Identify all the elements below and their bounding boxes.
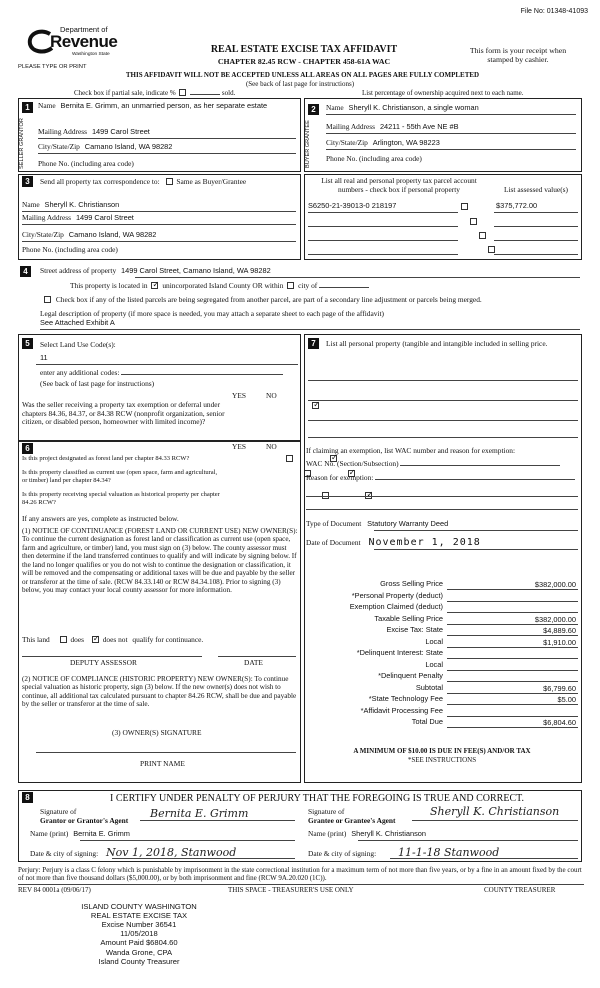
logo-revenue: Revenue xyxy=(50,32,118,51)
grantee-print-name[interactable]: Sheryll K. Christianson xyxy=(351,829,426,838)
legal-description[interactable]: See Attached Exhibit A xyxy=(40,318,115,327)
grantee-sig-label xyxy=(308,808,396,825)
please-type: PLEASE TYPE OR PRINT xyxy=(18,64,87,70)
does-not-label: does not xyxy=(102,635,128,644)
city-of-label: city of xyxy=(298,281,318,290)
unincorporated-label: unincorporated Island County OR within xyxy=(162,281,284,290)
reason-label: Reason for exemption: xyxy=(306,473,374,482)
legal-desc-label: Legal description of property (if more space is needed, you may attach a separate sheet to each page of the affidavit) xyxy=(40,309,384,318)
buyer-phone-label: Phone No. (including area code) xyxy=(326,154,422,163)
doc-date-label: Date of Document xyxy=(306,538,361,547)
segregated-row xyxy=(44,296,482,305)
see-instructions: *SEE INSTRUCTIONS xyxy=(407,756,477,764)
grantor-name-row xyxy=(30,830,130,839)
located-row xyxy=(70,282,369,291)
stamp-line: Island County Treasurer xyxy=(98,956,180,966)
segregated-label: Check box if any of the listed parcels are being segregated from another parcel, are part of a secondary line adjustment or parcels being merged. xyxy=(55,295,482,304)
fee-value[interactable]: $382,000.00 xyxy=(447,615,578,625)
deputy-assessor-label: DEPUTY ASSESSOR xyxy=(70,658,137,667)
list-percentage-note: List percentage of ownership acquired next to each name. xyxy=(362,89,524,97)
seller-mail-row xyxy=(38,128,150,137)
fee-label: Subtotal xyxy=(415,682,443,692)
land-use-see-back: (See back of last page for instructions) xyxy=(40,379,155,388)
fee-label: Taxable Selling Price xyxy=(374,613,443,623)
perjury-notice: Perjury: Perjury is a class C felony which is punishable by imprisonment in the state correctional institution for a maximum term of not more than five years, or by a fine in an amount fixed by the court of not more than five thousand dollars ($5,000.00), or by both imprisonment and fine (RCW 9A.20.020 (1C)). xyxy=(18,866,582,883)
parcel-number-1[interactable]: S6250-21-39013-0 218197 xyxy=(308,201,397,210)
parcel-2-personal-checkbox[interactable] xyxy=(470,218,477,225)
historic-question: Is this property receiving special valuation as historical property per chapter 84.26 RCW? xyxy=(22,491,220,506)
treasurer-stamp xyxy=(64,902,214,966)
buyer-name[interactable]: Sheryll K. Christianson, a single woman xyxy=(348,103,479,112)
additional-codes-label: enter any additional codes: xyxy=(40,368,120,377)
land-use-label: Select Land Use Code(s): xyxy=(40,340,116,349)
stamp-line: Wanda Grone, CPA xyxy=(105,947,173,957)
corr-name[interactable]: Sheryll K. Christianson xyxy=(44,200,120,209)
buyer-mail-row xyxy=(326,123,459,132)
seller-mail-label: Mailing Address xyxy=(38,127,88,136)
seller-city-label: City/State/Zip xyxy=(38,142,80,151)
dor-logo xyxy=(26,26,126,62)
stamp-line: Amount Paid $6804.60 xyxy=(100,938,178,948)
fee-label: Excise Tax: State xyxy=(386,625,443,634)
sold-label: sold. xyxy=(221,89,236,97)
partial-sale-checkbox[interactable] xyxy=(179,89,186,96)
personal-property-label: List all personal property (tangible and intangible included in selling price. xyxy=(326,339,548,348)
corr-phone-label: Phone No. (including area code) xyxy=(22,245,118,254)
grantee-name-label: Name (print) xyxy=(308,829,347,838)
grantor-print-name[interactable]: Bernita E. Grimm xyxy=(73,829,130,838)
forest-yes-checkbox[interactable] xyxy=(286,455,293,462)
unincorporated-checkbox[interactable] xyxy=(151,282,158,289)
fee-value[interactable] xyxy=(447,649,578,659)
buyer-city-label: City/State/Zip xyxy=(326,138,368,147)
qualify-label: qualify for continuance. xyxy=(132,635,204,644)
logo-dept: Department of xyxy=(60,25,108,34)
corr-mail[interactable]: 1499 Carol Street xyxy=(75,213,134,222)
print-name-label: PRINT NAME xyxy=(140,759,185,768)
corr-city-label: City/State/Zip xyxy=(22,230,64,239)
fee-value[interactable]: $5.00 xyxy=(447,695,578,705)
if-yes-instruction: If any answers are yes, complete as instructed below. xyxy=(22,514,179,523)
current-use-question: Is this property classified as current use (open space, farm and agricultural, or timber) land per chapter 84.34? xyxy=(22,469,218,484)
this-land-row xyxy=(22,636,203,645)
revision-number: REV 84 0001a (09/06/17) xyxy=(18,886,91,894)
grantor-sig-label-top: Signature of xyxy=(40,807,77,816)
fee-value[interactable]: $6,799.60 xyxy=(447,684,578,694)
s6-no-header: NO xyxy=(266,442,277,451)
seller-city[interactable]: Camano Island, WA 98282 xyxy=(84,142,173,151)
buyer-mail[interactable]: 24211 - 55th Ave NE #B xyxy=(379,122,459,131)
section-6-number: 6 xyxy=(22,443,33,454)
buyer-mail-label: Mailing Address xyxy=(326,122,376,131)
doc-type[interactable]: Statutory Warranty Deed xyxy=(367,519,449,528)
fee-label: Total Due xyxy=(411,717,443,726)
stamp-line: REAL ESTATE EXCISE TAX xyxy=(90,911,188,921)
section-5-number: 5 xyxy=(22,338,33,349)
buyer-city[interactable]: Arlington, WA 98223 xyxy=(372,138,440,147)
buyer-name-label: Name xyxy=(326,103,344,112)
assessor-date-label: DATE xyxy=(244,658,263,667)
fee-label: Local xyxy=(425,636,443,646)
corr-city-row xyxy=(22,231,156,240)
doc-type-label: Type of Document xyxy=(306,519,362,528)
doc-type-row xyxy=(306,520,448,529)
section-4-number: 4 xyxy=(20,266,31,277)
grantor-name-label: Name (print) xyxy=(30,829,69,838)
fee-label: *Delinquent Interest: State xyxy=(356,648,443,657)
claim-exemption-label: If claiming an exemption, list WAC number and reason for exemption: xyxy=(306,446,516,455)
fee-value[interactable] xyxy=(447,707,578,717)
same-as-buyer-label: Same as Buyer/Grantee xyxy=(176,177,247,186)
corr-mail-row xyxy=(22,214,134,223)
grantee-sig-label-top: Signature of xyxy=(308,807,345,816)
grantee-sig-label-bottom: Grantee or Grantee's Agent xyxy=(308,815,396,825)
fee-value[interactable] xyxy=(447,661,578,671)
fee-label: Exemption Claimed (deduct) xyxy=(349,602,443,611)
exemption-question: Was the seller receiving a property tax exemption or deferral under chapters 84.36, 84.37, or 84.38 RCW (nonprofit organization, senior citizen, or disabled person, homeowner with limited income)? xyxy=(22,400,225,427)
assessed-header: List assessed value(s) xyxy=(503,185,569,194)
certify-statement: I CERTIFY UNDER PENALTY OF PERJURY THAT THE FOREGOING IS TRUE AND CORRECT. xyxy=(110,793,524,804)
this-land-label: This land xyxy=(22,635,50,644)
fee-label: *Delinquent Penalty xyxy=(378,671,443,680)
does-not-qualify-checkbox[interactable] xyxy=(92,636,99,643)
owner-signature-label: (3) OWNER(S) SIGNATURE xyxy=(112,728,202,737)
stamp-line: Excise Number 36541 xyxy=(101,920,177,930)
fee-label: *Affidavit Processing Fee xyxy=(360,705,443,715)
corr-city[interactable]: Camano Island, WA 98282 xyxy=(68,230,157,239)
seller-mail[interactable]: 1499 Carol Street xyxy=(91,127,150,136)
seller-grantor-label: SELLER GRANTOR xyxy=(19,118,25,170)
stamp-line: 11/05/2018 xyxy=(120,929,158,939)
street-label: Street address of property xyxy=(40,266,117,275)
section-8-number: 8 xyxy=(22,792,33,803)
section-1-number: 1 xyxy=(22,102,33,113)
send-correspondence-row xyxy=(40,178,246,187)
s5-no-header: NO xyxy=(266,391,277,400)
fee-value[interactable]: $382,000.00 xyxy=(447,580,578,590)
street-row xyxy=(40,267,271,276)
seller-name-label: Name xyxy=(38,101,56,110)
partial-sale-row xyxy=(74,89,235,97)
doc-date[interactable]: November 1, 2018 xyxy=(368,537,481,548)
file-number: File No: 01348-41093 xyxy=(520,8,588,15)
corr-name-row xyxy=(22,201,119,210)
buyer-city-row xyxy=(326,139,440,148)
seller-city-row xyxy=(38,143,172,152)
s5-yes-header: YES xyxy=(232,391,246,400)
additional-codes-row xyxy=(40,369,283,378)
fee-value[interactable] xyxy=(447,603,578,613)
wac-label: WAC No. (Section/Subsection) xyxy=(306,459,399,468)
fee-label: *Personal Property (deduct) xyxy=(351,590,443,600)
does-label: does xyxy=(70,635,84,644)
form-title: REAL ESTATE EXCISE TAX AFFIDAVIT xyxy=(210,44,398,55)
s6-yes-header: YES xyxy=(232,442,246,451)
section-3-number: 3 xyxy=(22,176,33,187)
logo-state: Washington State xyxy=(72,52,110,57)
same-as-buyer-checkbox[interactable] xyxy=(166,178,173,185)
fee-label: Local xyxy=(425,659,443,669)
parcel-header: List all real and personal property tax parcel account numbers - check box if personal property xyxy=(321,176,477,194)
located-label: This property is located in xyxy=(70,281,148,290)
receipt-note: This form is your receipt when stamped by cashier. xyxy=(469,46,567,65)
fee-value[interactable]: $1,910.00 xyxy=(447,638,578,648)
grantor-date-label: Date & city of signing: xyxy=(30,849,99,858)
grantee-date-label: Date & city of signing: xyxy=(308,849,377,858)
form-subtitle: CHAPTER 82.45 RCW - CHAPTER 458-61A WAC xyxy=(217,57,391,66)
fee-value[interactable]: $4,889.60 xyxy=(447,626,578,636)
fee-value[interactable] xyxy=(447,592,578,602)
seller-phone-label: Phone No. (including area code) xyxy=(38,159,134,168)
notice-compliance: (2) NOTICE OF COMPLIANCE (HISTORIC PROPERTY) NEW OWNER(S): To continue special valuation as historic property, sign (3) below. If the new owner(s) does not wish to continue, all additional tax calculated pursuant to chapter 84.26 RCW, shall be due and payable by the seller or transferor at the time of sale. xyxy=(22,675,297,709)
doc-date-row xyxy=(306,537,481,549)
grantor-date-city[interactable]: Nov 1, 2018, Stanwood xyxy=(106,846,237,859)
seller-name[interactable]: Bernita E. Grimm, an unmarried person, as her separate estate xyxy=(60,101,268,110)
treasurer-only-label: THIS SPACE - TREASURER'S USE ONLY xyxy=(228,886,354,894)
buyer-name-row xyxy=(326,104,479,113)
notice-continuance: (1) NOTICE OF CONTINUANCE (FOREST LAND OR CURRENT USE) NEW OWNER(S): To continue the current designation as forest land or classification as current use (open space, farm and agriculture, or timber) land, you must sign on (3) below. The county assessor must then determine if the land transferred continues to qualify and will indicate by signing below. If the land no longer qualifies or you do not wish to continue the designation or classification, it will be removed and the compensating or additional taxes will be due and payable by the seller or transferor at the time of sale. (RCW 84.33.140 or RCW 84.34.108). Prior to signing (3) below, you may contact your local county assessor for more information. xyxy=(22,527,298,595)
fee-value[interactable] xyxy=(447,672,578,682)
grantor-sig-label-bottom: Grantor or Grantor's Agent xyxy=(40,815,129,825)
section-2-number: 2 xyxy=(308,104,319,115)
grantee-date-city[interactable]: 11-1-18 Stanwood xyxy=(398,846,500,859)
corr-mail-label: Mailing Address xyxy=(22,213,72,222)
grantee-signature[interactable]: Sheryll K. Christianson xyxy=(430,805,560,818)
street-address[interactable]: 1499 Carol Street, Camano Island, WA 98282 xyxy=(121,266,271,275)
minimum-due: A MINIMUM OF $10.00 IS DUE IN FEE(S) AND/OR TAX xyxy=(353,747,531,755)
county-treasurer-label: COUNTY TREASURER xyxy=(484,886,556,894)
forest-question: Is this project designated as forest land per chapter 84.33 RCW? xyxy=(22,455,190,462)
grantee-name-row xyxy=(308,830,426,839)
see-back-instructions: (See back of last page for instructions) xyxy=(245,80,355,88)
does-qualify-checkbox[interactable] xyxy=(60,636,67,643)
exemption-yes-checkbox[interactable] xyxy=(271,402,278,409)
parcel-1-personal-checkbox[interactable] xyxy=(461,203,468,210)
fee-value[interactable]: $6,804.60 xyxy=(447,718,578,728)
fee-label: Gross Selling Price xyxy=(380,579,443,588)
warning-line: THIS AFFIDAVIT WILL NOT BE ACCEPTED UNLESS ALL AREAS ON ALL PAGES ARE FULLY COMPLETED xyxy=(125,71,480,79)
corr-name-label: Name xyxy=(22,200,40,209)
grantor-sig-label xyxy=(40,808,128,825)
parcel-3-personal-checkbox[interactable] xyxy=(479,232,486,239)
stamp-line: ISLAND COUNTY WASHINGTON xyxy=(81,902,197,911)
segregated-checkbox[interactable] xyxy=(44,296,51,303)
fee-label: *State Technology Fee xyxy=(368,694,443,703)
within-city-checkbox[interactable] xyxy=(287,282,294,289)
section-7-number: 7 xyxy=(308,338,319,349)
seller-name-row xyxy=(38,102,296,111)
partial-sale-label: Check box if partial sale, indicate % xyxy=(74,89,176,97)
reason-row xyxy=(306,474,575,483)
wac-row xyxy=(306,460,560,469)
send-correspondence-label: Send all property tax correspondence to: xyxy=(40,177,160,186)
buyer-grantee-label: BUYER GRANTEE xyxy=(305,120,311,168)
land-use-code[interactable]: 11 xyxy=(40,353,48,362)
assessed-value-1[interactable]: $375,772.00 xyxy=(496,201,538,210)
grantor-signature[interactable]: Bernita E. Grimm xyxy=(150,807,249,820)
parcel-4-personal-checkbox[interactable] xyxy=(488,246,495,253)
